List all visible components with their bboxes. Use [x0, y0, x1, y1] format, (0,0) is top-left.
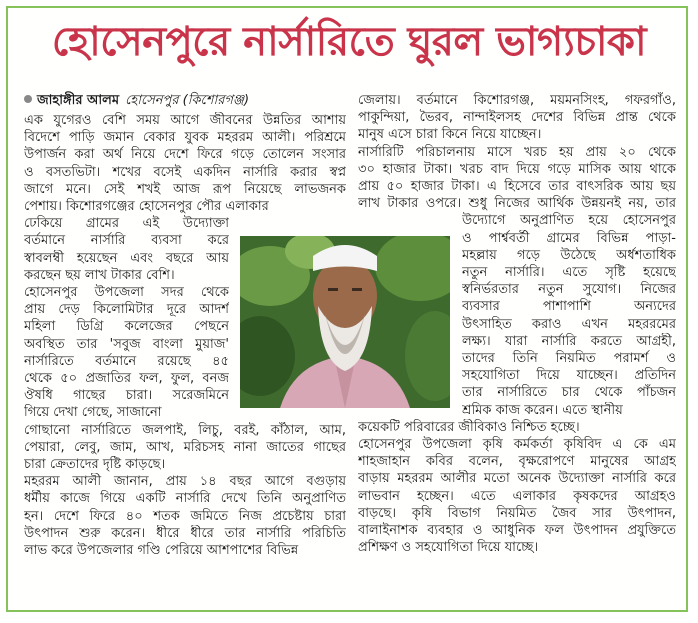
- text-line: উৎপাদন শুরু করেন। ধীরে ধীরে তার নার্সারি পরিচিতি: [24, 525, 346, 541]
- text-line: কয়েকটি পরিবারের জীবিকাও নিশ্চিত হচ্ছে।: [358, 419, 580, 435]
- column-2-bottom: [358, 419, 676, 557]
- text-line: পাকুন্দিয়া, ভৈরব, নান্দাইলসহ দেশের বিভিন্ন প্রান্ত থেকে: [358, 110, 676, 126]
- text-line: লক্ষ্য। যারা নার্সারি করতে আগ্রহী,: [462, 333, 676, 349]
- portrait-photo: [240, 236, 450, 408]
- text-line: পেশায়। কিশোরগঞ্জের হোসেনপুর পৌর এলাকার: [24, 199, 269, 215]
- text-line: অবস্থিত তার 'সবুজ বাংলা মুয়াজ': [24, 336, 229, 352]
- text-line: তাদের তিনি নিয়মিত পরামর্শ ও: [462, 351, 676, 367]
- column-1-wrap: [24, 215, 229, 421]
- text-line: শাহজাহান কবির বলেন, বৃক্ষরোপণে মানুষের আগ্রহ: [358, 454, 676, 470]
- text-line: মহররম আলী জানান, প্রায় ১৪ বছর আগে বগুড়ায়: [24, 474, 346, 490]
- portrait-image: [240, 236, 450, 408]
- byline: [24, 92, 249, 110]
- text-line: মানুষ এসে চারা কিনে নিয়ে যাচ্ছেন।: [358, 127, 542, 143]
- text-line: নার্সারিটি পরিচালনায় মাসে খরচ হয় প্রায় ২০ থেকে: [358, 144, 676, 160]
- text-line: বিদেশে পাড়ি জমান বেকার যুবক মহররম আলী। পরিশ্রমে: [24, 130, 346, 146]
- text-line: লাভ করে উপজেলার গণ্ডি পেরিয়ে আশপাশের বিভিন্ন: [24, 543, 299, 559]
- text-line: ৩০ হাজার টাকা। খরচ বাদ দিয়ে গড়ে মাসিক আয় থাকে: [358, 161, 676, 177]
- text-line: তার নার্সারিতে চার থেকে পাঁচজন: [462, 385, 676, 401]
- text-line: হোসেনপুর উপজেলা সদর থেকে: [24, 285, 229, 300]
- text-line: হন। দেশে ফিরে ৪০ শতক জমিতে নিজ প্রচেষ্টায় চারা: [24, 508, 346, 524]
- text-line: সহযোগিতা দিয়ে যাচ্ছেন। প্রতিদিন: [462, 368, 676, 384]
- text-line: ব্যবসার পাশাপাশি অন্যদের: [462, 299, 676, 315]
- text-line: মহল্লায় গড়ে উঠেছে অর্ধশতাধিক: [462, 247, 676, 263]
- text-line: শ্রমিক কাজ করেন। এতে স্থানীয়: [462, 402, 623, 418]
- text-line: ও বসতভিটা। শখের বসেই একদিন নার্সারি করার স্বপ্ন: [24, 164, 346, 180]
- text-line: লাখ টাকার ওপরে। শুধু নিজের আর্থিক উন্নয়নই নয়, তার: [358, 196, 676, 212]
- text-line: প্রশিক্ষণ ও সহযোগিতা দিয়ে যাচ্ছে।: [358, 540, 539, 556]
- text-line: গোছানো নার্সারিতে জলপাই, লিচু, বরই, কাঁঠাল, আম,: [24, 422, 346, 438]
- text-line: প্রায় ৫০ হাজার টাকা। এ হিসেবে তার বাৎসরিক আয় ছয়: [358, 179, 676, 195]
- text-line: উপার্জন করা অর্থ নিয়ে দেশে ফিরে গড়ে তোলেন সংসার: [24, 147, 346, 163]
- text-line: চারা ক্রেতাদের দৃষ্টি কাড়ছে।: [24, 457, 166, 472]
- text-line: করছেন ছয় লাখ টাকার বেশি।: [24, 267, 175, 283]
- text-line: ধর্মীয় কাজে গিয়ে একটি নার্সারি দেখে তিনি অনুপ্রাণিত: [24, 491, 346, 507]
- column-2-top: [358, 92, 676, 212]
- text-line: এক যুগেরও বেশি সময় আগে জীবনের উন্নতির আশায়: [24, 113, 346, 128]
- text-line: উদ্যোগে অনুপ্রাণিত হয়ে হোসেনপুর: [462, 213, 676, 229]
- text-line: বাড়ছে। কৃষি বিভাগ নিয়মিত জৈব সার উৎপাদন,: [358, 505, 676, 521]
- column-2-wrap: [462, 212, 676, 418]
- byline-author: জাহাঙ্গীর আলম: [37, 93, 120, 108]
- text-line: স্বাবলম্বী হয়েছেন এবং বছরে আয়: [24, 250, 229, 266]
- text-line: থেকে ৫০ প্রজাতির ফল, ফুল, বনজ: [24, 371, 229, 387]
- text-line: উৎসাহিত করাও এখন মহররমের: [462, 316, 676, 332]
- text-line: জাগে মনে। সেই শখই আজ রূপ নিয়েছে লাভজনক: [24, 181, 346, 197]
- text-line: ঢেকিয়ে গ্রামের এই উদ্যোক্তা: [24, 216, 229, 232]
- column-1-bottom: [24, 422, 346, 560]
- column-1-top: [24, 112, 346, 215]
- text-line: ঔষধি গাছের চারা। সরেজমিনে: [24, 388, 229, 404]
- text-line: প্রায় দেড় কিলোমিটার দূরে আদর্শ: [24, 302, 229, 318]
- text-line: পেয়ারা, লেবু, জাম, আখ, মরিচসহ নানা জাতের গাছের: [24, 439, 346, 455]
- text-line: গিয়ে দেখা গেছে, সাজানো: [24, 405, 162, 421]
- text-line: নার্সারিতে বর্তমানে রয়েছে ৪৫: [24, 353, 229, 369]
- text-line: বালাইনাশক ব্যবহার ও আধুনিক ফল উৎপাদন প্রযুক্তিতে: [358, 523, 676, 539]
- headline: হোসেনপুরে নার্সারিতে ঘুরল ভাগ্যচাকা: [51, 19, 647, 65]
- text-line: ও পার্শ্ববর্তী গ্রামের বিভিন্ন পাড়া-: [462, 230, 676, 246]
- text-line: বাড়ায় মহররম আলীর মতো অনেক উদ্যোক্তা নার্সারি করে: [358, 471, 676, 487]
- text-line: হোসেনপুর উপজেলা কৃষি কর্মকর্তা কৃষিবিদ এ কে এম: [358, 437, 676, 452]
- text-line: নতুন নার্সারি। এতে সৃষ্টি হয়েছে: [462, 265, 676, 280]
- bullet-icon: [24, 95, 32, 103]
- text-line: বর্তমানে নার্সারি ব্যবসা করে: [24, 233, 229, 249]
- text-line: লাভবান হচ্ছেন। এতে এলাকার কৃষকদের আগ্রহও: [358, 488, 676, 504]
- text-line: স্বনির্ভরতার নতুন সুযোগ। নিজের: [462, 282, 676, 298]
- text-line: মহিলা ডিগ্রি কলেজের পেছনে: [24, 319, 229, 335]
- byline-place: হোসেনপুর (কিশোরগঞ্জ): [125, 93, 250, 108]
- text-line: জেলায়। বর্তমানে কিশোরগঞ্জ, ময়মনসিংহ, গফরগাঁও,: [358, 93, 676, 108]
